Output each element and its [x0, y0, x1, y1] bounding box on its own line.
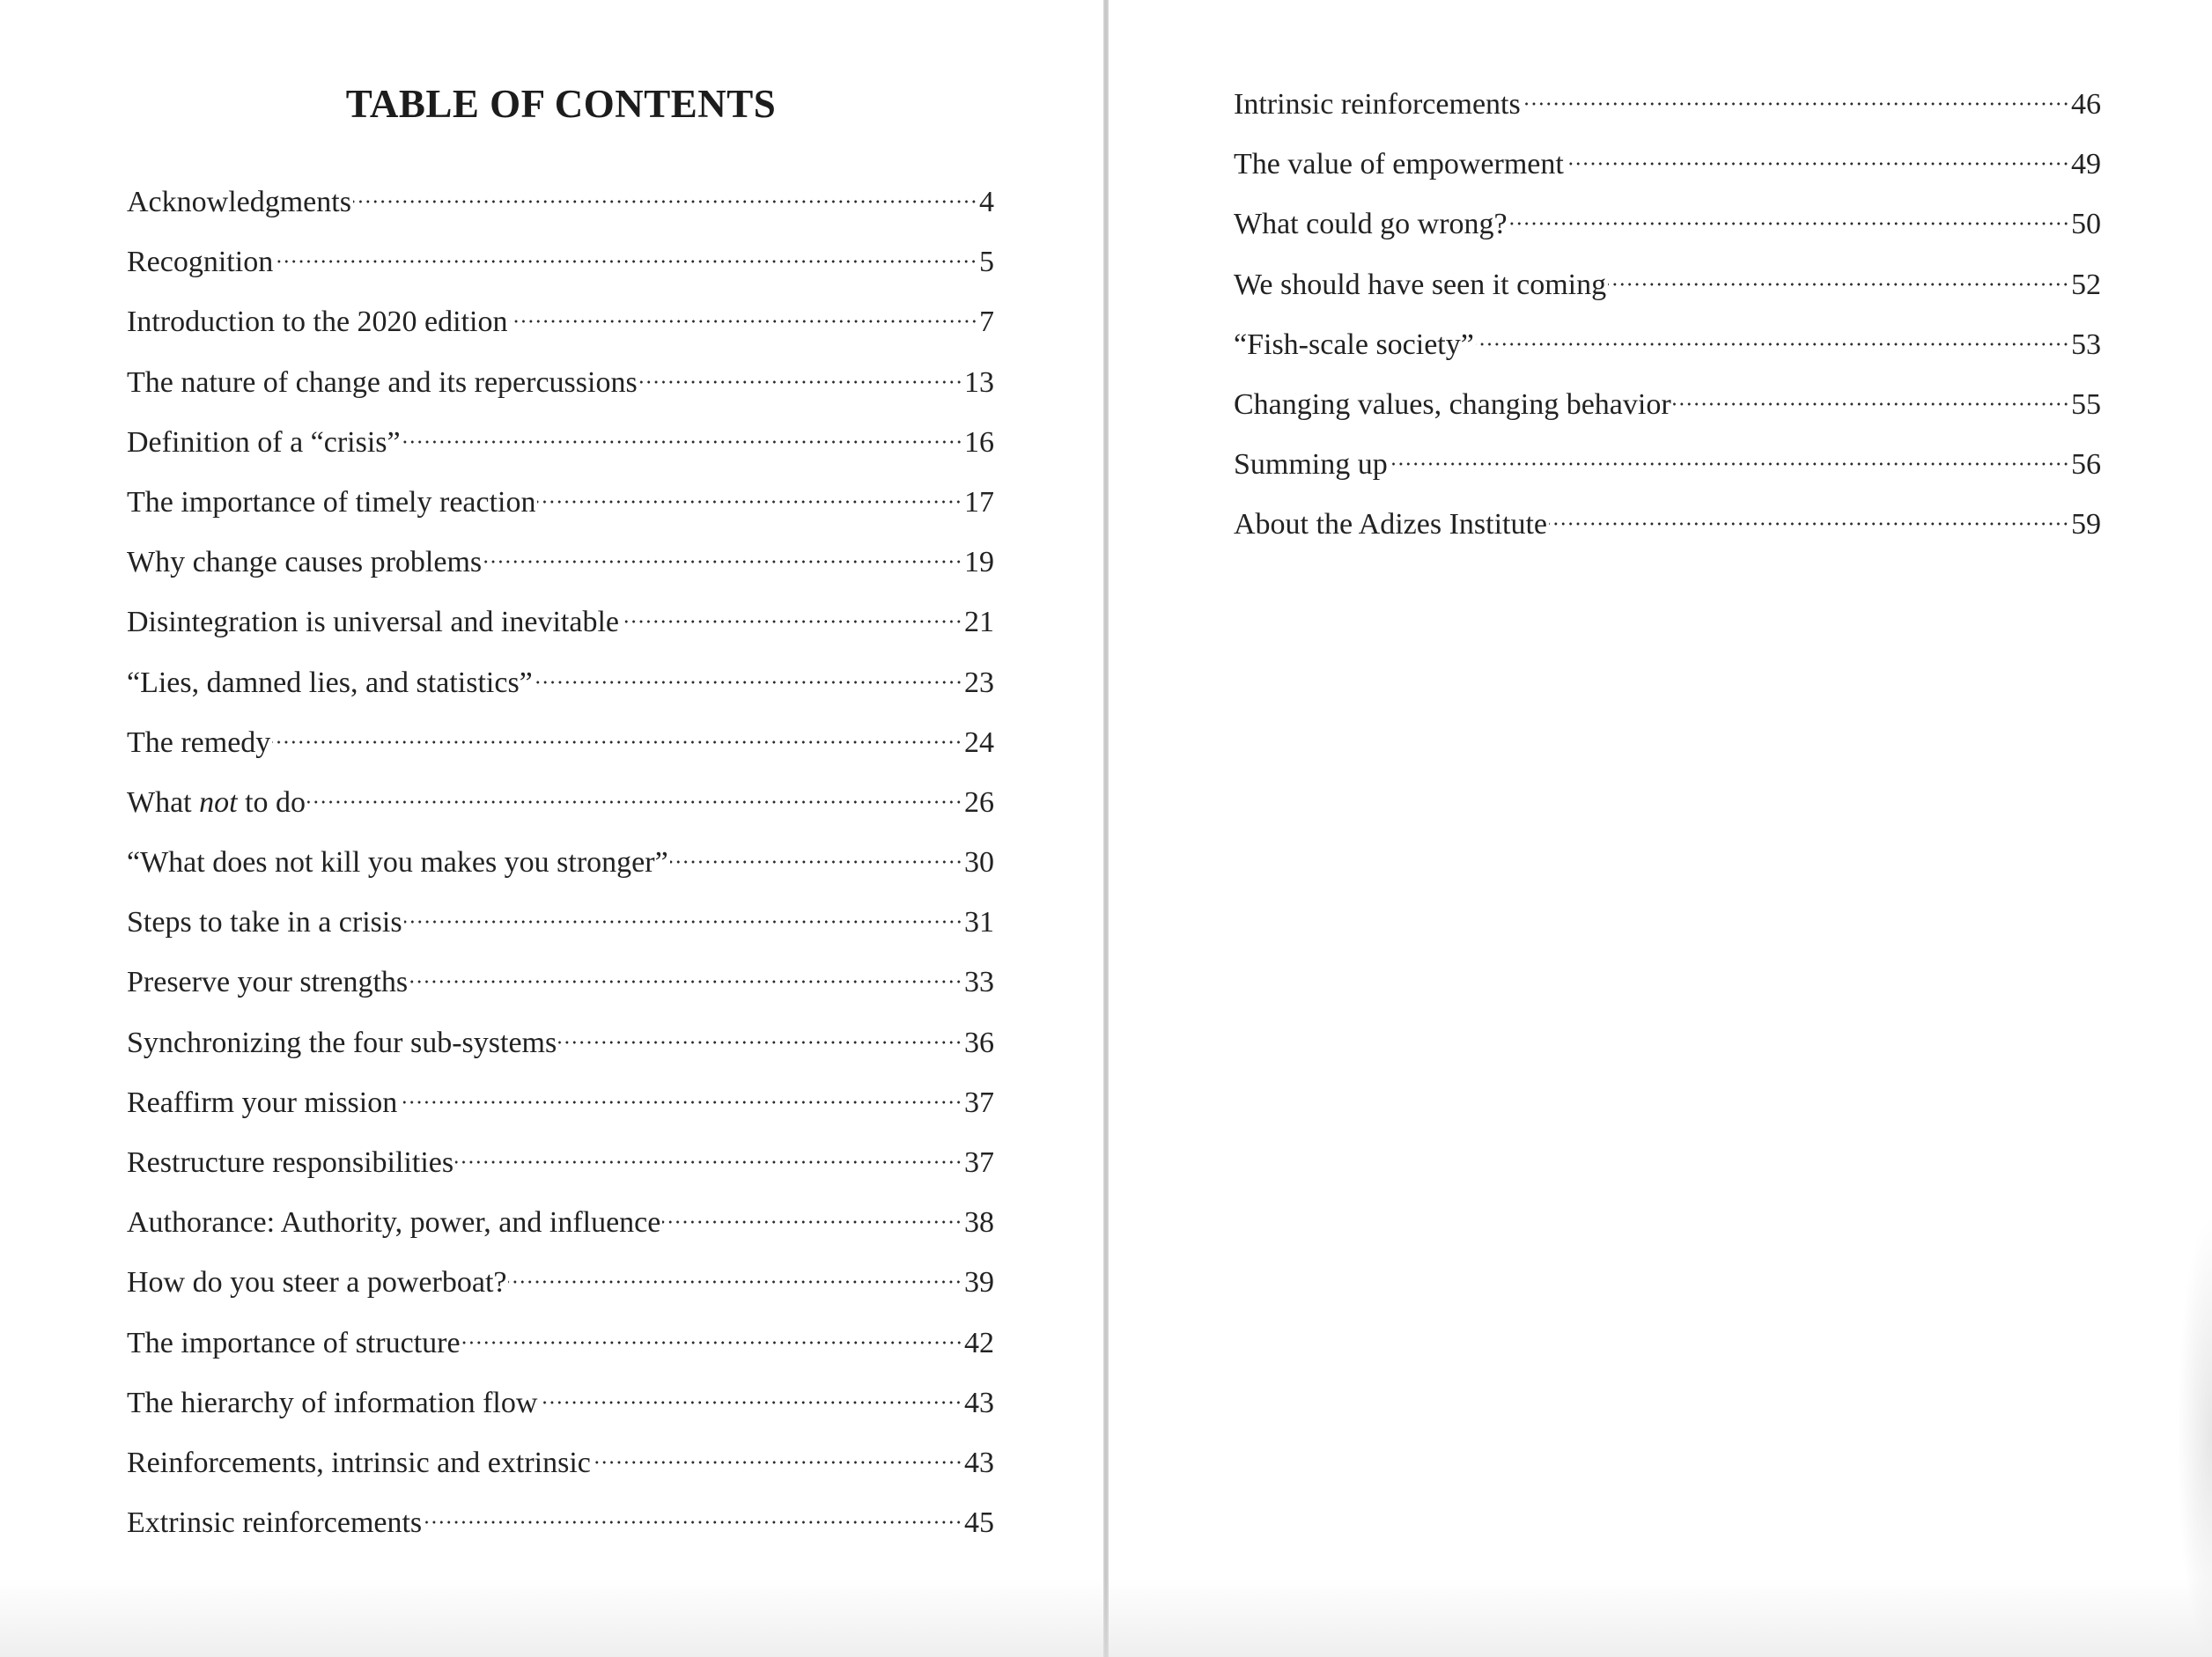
toc-entry-page: 39	[964, 1266, 994, 1300]
dot-leader	[535, 681, 962, 684]
toc-entry	[1234, 442, 2101, 502]
toc-entry-page: 52	[2071, 268, 2101, 301]
toc-entry	[1234, 262, 2101, 322]
toc-entry-page: 7	[979, 306, 994, 339]
toc-entry-page: 23	[964, 666, 994, 699]
toc-entry	[127, 1140, 994, 1200]
toc-entry	[1234, 382, 2101, 442]
toc-entry	[1234, 82, 2101, 142]
toc-entry-label: Why change causes problems	[127, 546, 483, 579]
toc-entry	[127, 420, 994, 480]
toc-entry-label: The importance of timely reaction	[127, 485, 536, 519]
dot-leader	[621, 620, 962, 623]
toc-entry	[127, 840, 994, 900]
toc-entry-page: 56	[2071, 448, 2101, 482]
dot-leader	[1549, 522, 2069, 526]
dot-leader	[402, 440, 962, 444]
toc-entry-label: Steps to take in a crisis	[127, 906, 402, 939]
toc-entry-page: 36	[964, 1026, 994, 1059]
toc-entry-page: 45	[964, 1506, 994, 1540]
toc-entry	[127, 540, 994, 600]
toc-entry-label: Acknowledgments	[127, 186, 351, 218]
toc-entry-label: The value of empowerment	[1234, 148, 1564, 181]
dot-leader	[510, 320, 978, 323]
toc-entry-label: Extrinsic reinforcements	[127, 1506, 423, 1540]
toc-entry-label: “Fish-scale society”	[1234, 328, 1474, 361]
dot-leader	[404, 920, 962, 924]
toc-list-left	[127, 180, 994, 1560]
toc-entry-page: 33	[964, 966, 994, 999]
dot-leader	[662, 1220, 962, 1224]
toc-entry-label: “Lies, damned lies, and statistics”	[127, 666, 533, 699]
toc-entry	[127, 299, 994, 359]
dot-leader	[508, 1280, 962, 1284]
toc-entry-page: 59	[2071, 508, 2101, 541]
dot-leader	[1566, 162, 2069, 166]
toc-entry-label: The remedy	[127, 725, 271, 759]
dot-leader	[1390, 462, 2069, 466]
toc-entry-page: 24	[964, 725, 994, 759]
toc-entry	[127, 1440, 994, 1500]
dot-leader	[670, 860, 962, 864]
dot-leader	[539, 1401, 962, 1404]
toc-entry-label-end: to do	[237, 785, 306, 819]
toc-entry	[127, 1200, 994, 1260]
toc-entry-label: We should have seen it coming	[1234, 268, 1607, 301]
toc-entry	[1234, 202, 2101, 261]
toc-entry-page: 26	[964, 785, 994, 819]
toc-entry-label: Intrinsic reinforcements	[1234, 88, 1521, 121]
toc-entry	[127, 239, 994, 299]
toc-entry	[127, 1381, 994, 1440]
toc-entry-page: 13	[964, 365, 994, 399]
toc-entry-page: 50	[2071, 208, 2101, 241]
toc-entry-label: Preserve your strengths	[127, 966, 409, 999]
toc-entry	[127, 1020, 994, 1080]
toc-entry	[127, 960, 994, 1020]
toc-entry-label: “What does not kill you makes you stronger”	[127, 846, 668, 880]
dot-leader	[1673, 402, 2069, 406]
toc-entry	[1234, 142, 2101, 202]
toc-entry-page: 19	[964, 546, 994, 579]
toc-entry-label: What could go wrong?	[1234, 208, 1508, 241]
toc-entry-label: Reaffirm your mission	[127, 1086, 398, 1119]
toc-entry	[127, 660, 994, 720]
toc-entry-page: 38	[964, 1206, 994, 1240]
toc-entry-label: Definition of a “crisis”	[127, 425, 401, 459]
toc-entry-label: Summing up	[1234, 448, 1388, 482]
toc-entry-label: Disintegration is universal and inevitable	[127, 606, 619, 639]
toc-entry-page: 30	[964, 846, 994, 880]
toc-entry-page: 43	[964, 1446, 994, 1479]
dot-leader	[272, 740, 962, 744]
dot-leader	[1523, 102, 2069, 106]
toc-entry	[1234, 322, 2101, 382]
dot-leader	[593, 1461, 962, 1464]
toc-entry-page: 46	[2071, 88, 2101, 121]
dot-leader	[409, 980, 962, 983]
toc-entry	[127, 600, 994, 659]
dot-leader	[1608, 283, 2069, 286]
toc-entry-page: 37	[964, 1086, 994, 1119]
toc-entry-label-start: What	[127, 785, 200, 819]
toc-entry-label	[127, 780, 306, 826]
dot-leader	[455, 1160, 962, 1164]
dot-leader	[639, 380, 962, 384]
dot-leader	[353, 200, 977, 203]
left-page	[0, 0, 1103, 1657]
page-title: TABLE OF CONTENTS	[345, 82, 777, 126]
toc-entry	[127, 360, 994, 420]
toc-entry-page: 31	[964, 906, 994, 939]
toc-entry-label: Introduction to the 2020 edition	[127, 306, 508, 339]
toc-entry	[127, 720, 994, 780]
toc-entry	[127, 1500, 994, 1560]
toc-entry-page: 37	[964, 1146, 994, 1179]
toc-entry-page: 53	[2071, 328, 2101, 361]
toc-list-right	[1234, 82, 2101, 563]
dot-leader	[275, 260, 977, 263]
toc-entry-page: 4	[979, 186, 994, 218]
toc-entry	[127, 780, 994, 840]
toc-entry-label: The nature of change and its repercussions	[127, 365, 638, 399]
toc-entry-label: Restructure responsibilities	[127, 1146, 454, 1179]
toc-entry-page: 16	[964, 425, 994, 459]
toc-entry-label: Recognition	[127, 246, 274, 279]
toc-entry-label: The hierarchy of information flow	[127, 1386, 538, 1419]
toc-entry-page: 49	[2071, 148, 2101, 181]
toc-entry	[127, 1321, 994, 1381]
dot-leader	[537, 500, 962, 504]
toc-entry	[127, 180, 994, 239]
toc-entry-label: Synchronizing the four sub-systems	[127, 1026, 557, 1059]
toc-entry-page: 5	[979, 246, 994, 279]
dot-leader	[307, 800, 962, 804]
dot-leader	[558, 1041, 962, 1044]
toc-entry-label: Changing values, changing behavior	[1234, 387, 1671, 421]
toc-entry-label-emphasis: not	[199, 785, 238, 819]
toc-entry	[127, 1080, 994, 1140]
toc-entry-label: Authorance: Authority, power, and influence	[127, 1206, 661, 1240]
toc-entry-label: The importance of structure	[127, 1326, 461, 1359]
toc-entry	[127, 480, 994, 540]
toc-entry-page: 43	[964, 1386, 994, 1419]
dot-leader	[1476, 342, 2069, 346]
toc-entry-label: How do you steer a powerboat?	[127, 1266, 507, 1300]
dot-leader	[399, 1101, 962, 1104]
toc-entry	[127, 1260, 994, 1320]
toc-entry-label: Reinforcements, intrinsic and extrinsic	[127, 1446, 591, 1479]
toc-entry-page: 21	[964, 606, 994, 639]
dot-leader	[462, 1341, 962, 1344]
toc-entry-page: 55	[2071, 387, 2101, 421]
toc-entry-page: 17	[964, 485, 994, 519]
toc-entry	[1234, 502, 2101, 562]
dot-leader	[1509, 222, 2069, 225]
dot-leader	[424, 1521, 962, 1524]
toc-entry-label: About the Adizes Institute	[1234, 508, 1548, 541]
toc-entry	[127, 900, 994, 960]
dot-leader	[483, 560, 962, 563]
toc-entry-page: 42	[964, 1326, 994, 1359]
